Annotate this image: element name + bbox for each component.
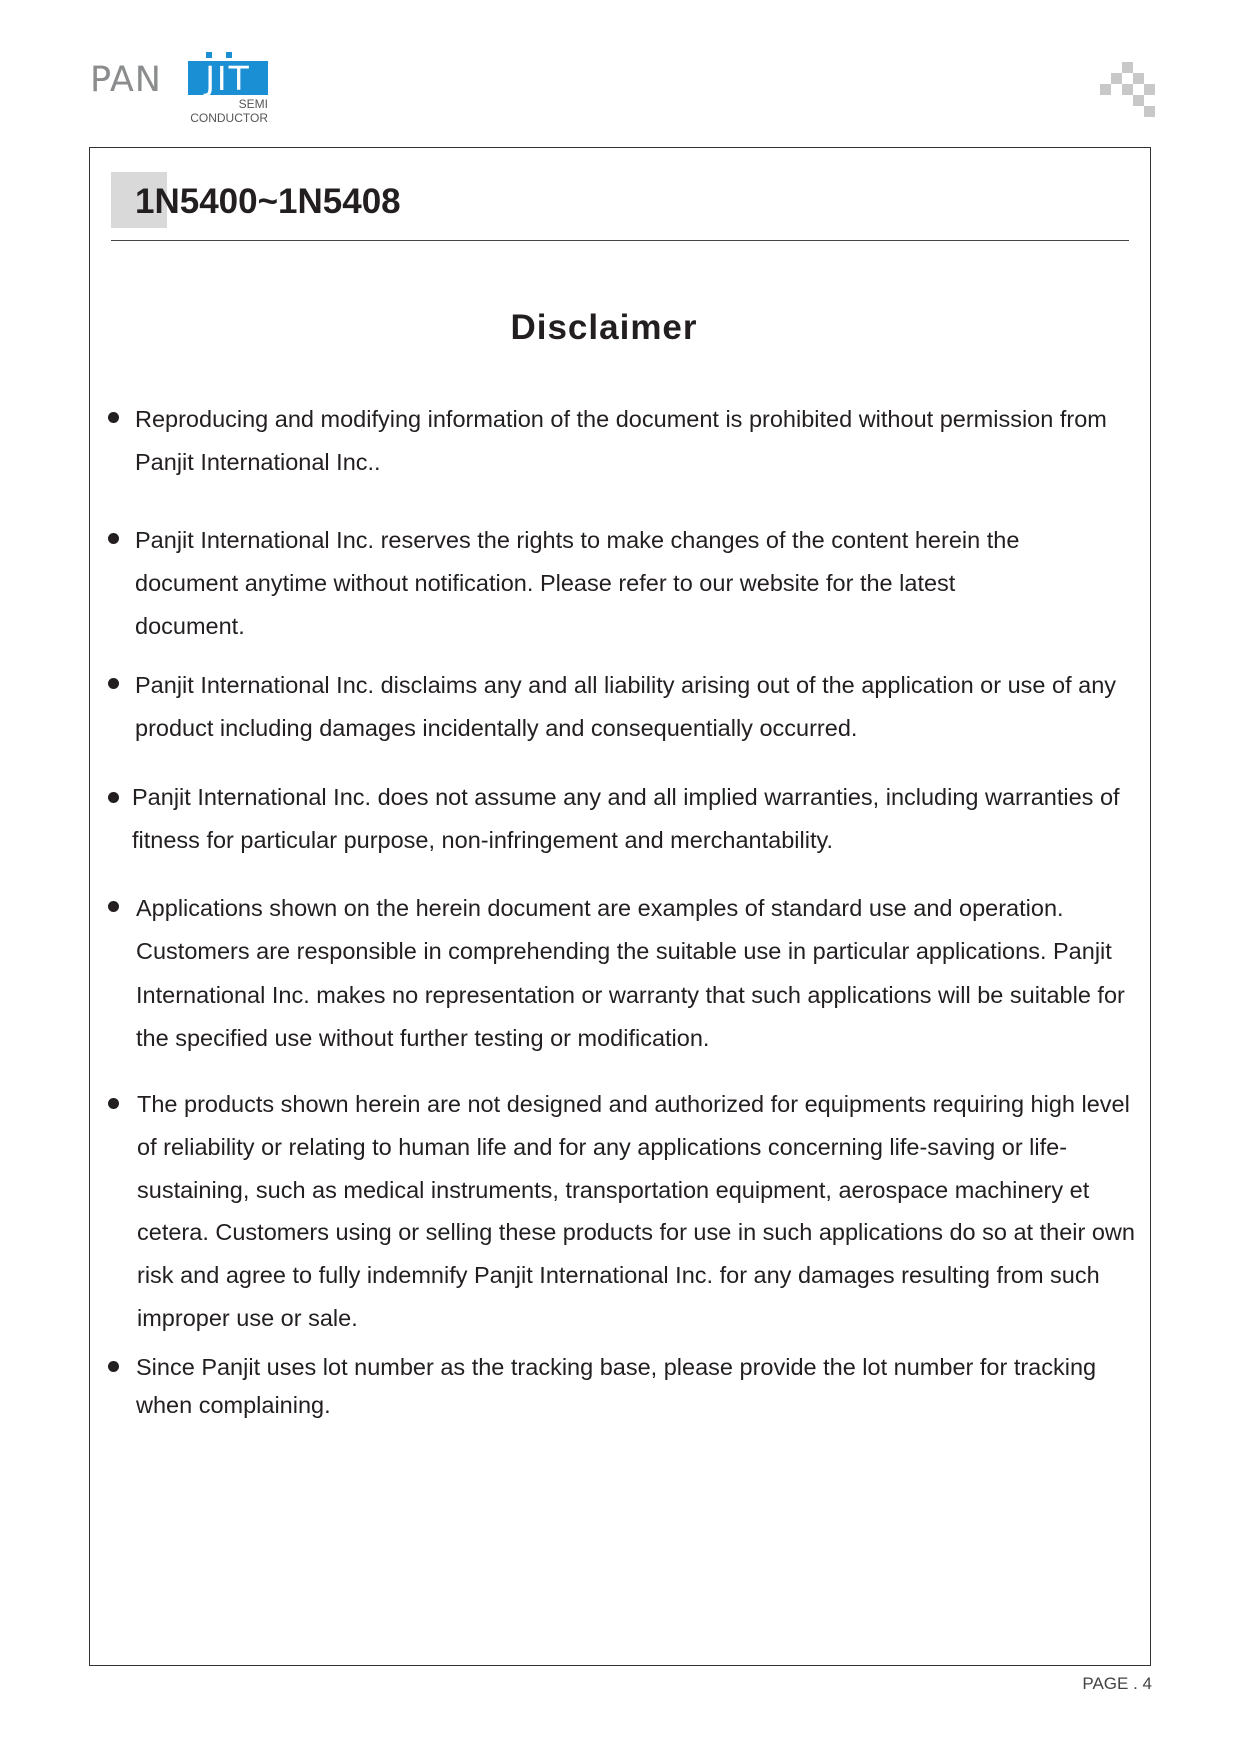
bullet-icon — [108, 412, 119, 423]
part-number-title: 1N5400~1N5408 — [135, 182, 401, 221]
panjit-logo — [90, 52, 268, 132]
disclaimer-item-text: Panjit International Inc. does not assume any and all implied warranties, including warranties of fitness for particular purpose, non-infringement and merchantability. — [132, 784, 1120, 853]
bullet-icon — [108, 1361, 119, 1372]
disclaimer-heading: Disclaimer — [510, 308, 698, 347]
bullet-icon — [108, 533, 119, 544]
logo-jit-text: JIT — [205, 59, 251, 98]
disclaimer-item-text: The products shown herein are not designed and authorized for equipments requiring high level of reliability or relating to human life and for any applications concerning life-saving or life-sustaining, such as medical instruments, transportation equipment, aerospace machinery et cetera. Customers using or selling these products for use in such applications do so at their own risk and agree to fully indemnify Panjit International Inc. for any damages resulting from such improper use or sale. — [137, 1091, 1135, 1331]
logo-jit-box — [188, 59, 268, 98]
logo-conductor-text: CONDUCTOR — [190, 111, 268, 125]
page-number: PAGE . 4 — [1082, 1674, 1152, 1693]
logo-pan-text: PAN — [90, 60, 162, 100]
disclaimer-item-text: Panjit International Inc. reserves the rights to make changes of the content herein the document anytime without notification. Please refer to our website for the latest document. — [135, 527, 1020, 639]
bullet-icon — [108, 678, 119, 689]
bullet-icon — [108, 792, 119, 803]
title-divider — [111, 240, 1129, 241]
bullet-icon — [108, 901, 119, 912]
disclaimer-item-text: Since Panjit uses lot number as the tracking base, please provide the lot number for tracking when complaining. — [136, 1354, 1097, 1418]
decorative-squares-icon — [1100, 62, 1156, 118]
disclaimer-item-text: Panjit International Inc. disclaims any and all liability arising out of the application or use of any product including damages incidentally and consequentially occurred. — [135, 672, 1117, 741]
logo-semi-text: SEMI — [238, 97, 268, 111]
disclaimer-item-text: Applications shown on the herein document are examples of standard use and operation. Customers are responsible in comprehending the suitable use in particular applications. Panjit International Inc. makes no representation or warranty that such applications will be suitable for the specified use without further testing or modification. — [136, 895, 1125, 1051]
disclaimer-item-text: Reproducing and modifying information of the document is prohibited without permission from Panjit International Inc.. — [135, 406, 1107, 475]
logo-dots — [202, 52, 262, 58]
bullet-icon — [108, 1098, 119, 1109]
